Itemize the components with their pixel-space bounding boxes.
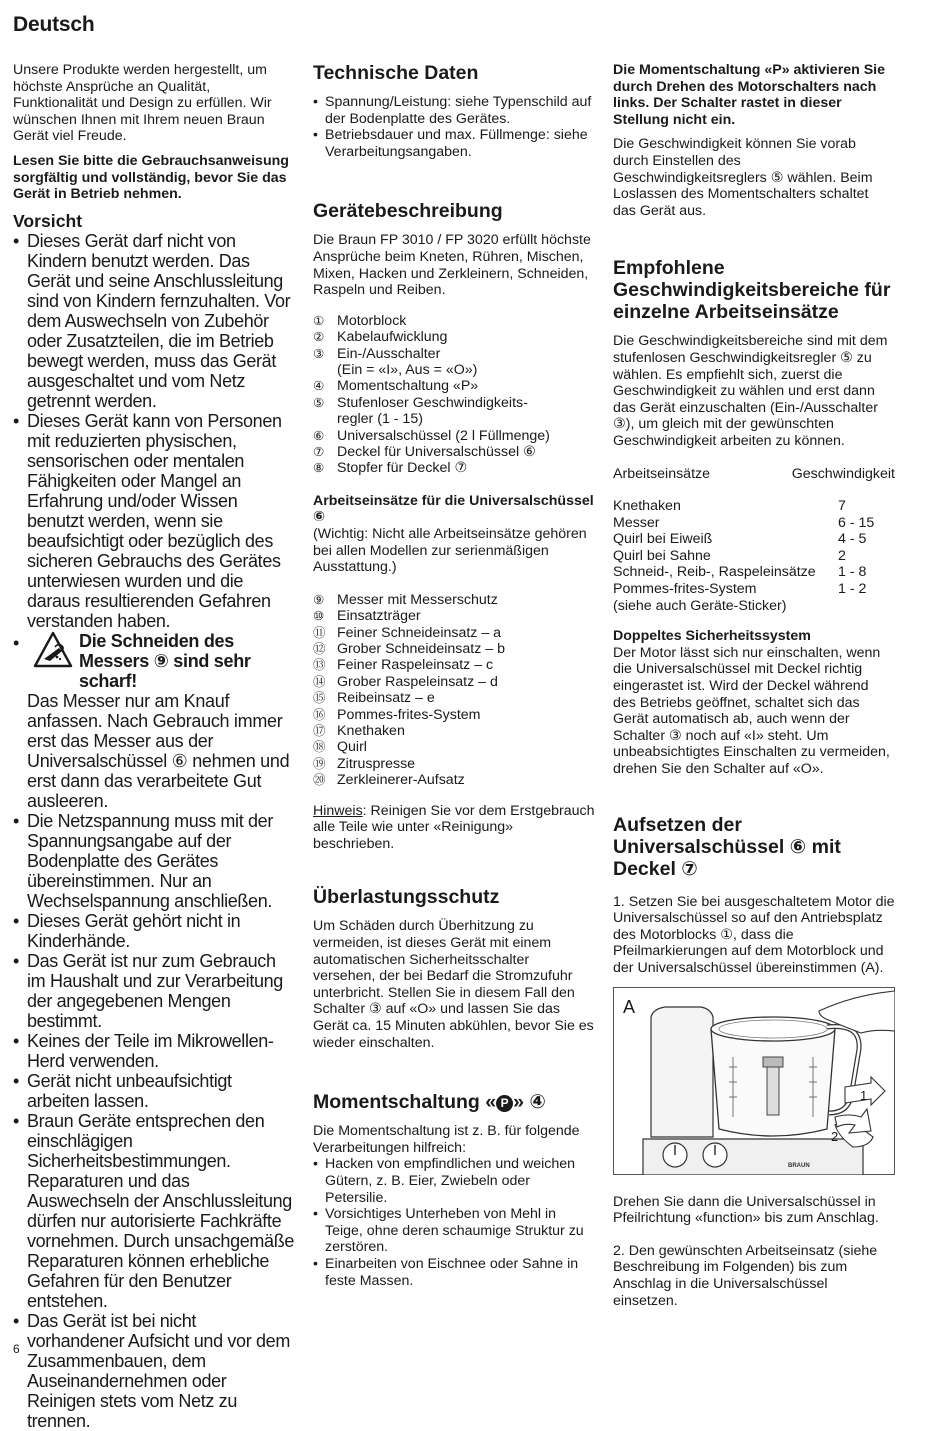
list-item: • Dieses Gerät darf nicht von Kindern benutzt werden. Das Gerät und seine Anschlussleitung sind von Kindern fernzuhalten. Vor dem Auswechseln von Zubehör oder Zusatzteilen, die im Betrieb bewegt werden, muss das Gerät ausgeschaltet und vom Netz getrennt werden. bbox=[13, 231, 295, 411]
intro-bold-text: Lesen Sie bitte die Gebrauchsanweisung sorgfältig und vollständig, bevor Sie das Gerät in Betrieb nehmen. bbox=[13, 152, 289, 203]
list-item: ② Kabelaufwicklung bbox=[313, 329, 448, 346]
speed-table bbox=[613, 466, 895, 615]
table-row: Messer 6 - 15 bbox=[613, 514, 875, 531]
list-item: • Dieses Gerät kann von Personen mit reduzierten physischen, sensorischen oder mentalen Fähigkeiten oder Mangel an Erfahrung und/oder Wissen benutzt werden, wenn sie beaufsichtigt oder bezüglich des sicheren Gebrauchs des Gerätes unterwiesen wurden und die daraus resultierenden Gefahren verstanden haben. bbox=[13, 411, 295, 631]
caution-list-b bbox=[13, 811, 295, 1431]
list-item: ⑭ Grober Raspeleinsatz – d bbox=[313, 673, 498, 690]
column-header-speed: Geschwindigkeit bbox=[791, 465, 895, 482]
food-processor-illustration bbox=[613, 987, 895, 1175]
list-item: ⑦ Deckel für Universalschüssel ⑥ bbox=[313, 444, 536, 460]
list-item: ⑮ Reibeinsatz – e bbox=[313, 690, 435, 707]
list-item: ⑬ Feiner Raspeleinsatz – c bbox=[313, 657, 494, 674]
page-number: 6 bbox=[13, 1342, 20, 1356]
mount-step-1: 1. Setzen Sie bei ausgeschaltetem Motor die Universalschüssel so auf den Antriebsplatz des Motorblocks ①, dass die Pfeilmarkierungen auf dem Motorblock und der Universalschüssel übereinstimmen (A). bbox=[613, 893, 895, 976]
table-note: (siehe auch Geräte-Sticker) bbox=[613, 597, 787, 614]
arrow-2-label: 2 bbox=[831, 1128, 839, 1144]
knife-warning-heading: Die Schneiden des Messers ⑨ sind sehr scharf! bbox=[79, 630, 251, 691]
tech-heading: Technische Daten bbox=[313, 62, 479, 84]
list-item: • Keines der Teile im Mikrowellen-Herd verwenden. bbox=[13, 1031, 295, 1071]
caution-list-a bbox=[13, 231, 295, 631]
list-item: regler (1 - 15) bbox=[337, 411, 423, 428]
brand-logo: BRAUN bbox=[788, 1162, 810, 1169]
knife-warning bbox=[13, 631, 295, 811]
moment-activate-text: Die Momentschaltung «P» aktivieren Sie durch Drehen des Motorschalters nach links. Der Schalter rastet in dieser Stellung nicht ein. bbox=[613, 62, 886, 128]
column-safety bbox=[13, 62, 295, 1431]
speed-table-header bbox=[613, 466, 895, 483]
overload-heading: Überlastungsschutz bbox=[313, 886, 500, 909]
list-item: • Das Gerät ist nur zum Gebrauch im Haushalt und zur Verarbeitung der angegebenen Mengen bestimmt. bbox=[13, 951, 295, 1031]
list-item: ⑥ Universalschüssel (2 l Füllmenge) bbox=[313, 427, 550, 444]
list-item: ⑲ Zitruspresse bbox=[313, 755, 416, 772]
column-header-attachment: Arbeitseinsätze bbox=[613, 465, 710, 482]
parts-list bbox=[313, 313, 595, 477]
list-item: ⑧ Stopfer für Deckel ⑦ bbox=[313, 460, 468, 477]
list-item: ⑳ Zerkleinerer-Aufsatz bbox=[313, 772, 465, 789]
list-item: ③ Ein-/Ausschalter bbox=[313, 345, 441, 362]
list-item: ① Motorblock bbox=[313, 312, 407, 329]
list-item: • Einarbeiten von Eischnee oder Sahne in feste Massen. bbox=[313, 1256, 595, 1289]
hint-text: Hinweis: Reinigen Sie vor dem Erstgebrauch alle Teile wie unter «Reinigung» beschrieben. bbox=[313, 802, 595, 852]
caution-heading: Vorsicht bbox=[13, 210, 83, 231]
sharp-blade-warning-icon bbox=[33, 631, 73, 669]
moment-list bbox=[313, 1156, 595, 1289]
tech-list bbox=[313, 94, 595, 160]
table-row: Quirl bei Sahne 2 bbox=[613, 547, 846, 564]
intro-text: Unsere Produkte werden hergestellt, um höchste Ansprüche an Qualität, Funktionalität und Design zu erfüllen. Wir wünschen Ihnen mit Ihrem neuen Braun Gerät viel Freude. bbox=[13, 62, 272, 145]
table-row: Knethaken 7 bbox=[613, 498, 846, 515]
list-item: ⑫ Grober Schneideinsatz – b bbox=[313, 641, 505, 657]
page-title: Deutsch bbox=[13, 13, 95, 36]
arrow-1-label: 1 bbox=[860, 1087, 868, 1103]
table-row: Pommes-frites-System 1 - 2 bbox=[613, 581, 867, 598]
hint-label: Hinweis bbox=[313, 802, 363, 819]
table-row: Quirl bei Eiweiß 4 - 5 bbox=[613, 531, 867, 548]
list-item: ⑰ Knethaken bbox=[313, 723, 405, 740]
mount-turn-text: Drehen Sie dann die Universalschüssel in Pfeilrichtung «function» bis zum Anschlag. bbox=[613, 1193, 879, 1227]
p-circle-icon: P bbox=[496, 1095, 513, 1112]
moment-text: Die Momentschaltung ist z. B. für folgende Verarbeitungen hilfreich: bbox=[313, 1123, 580, 1156]
list-item: • Dieses Gerät gehört nicht in Kinderhände. bbox=[13, 911, 295, 951]
list-item: ⑨ Messer mit Messerschutz bbox=[313, 591, 498, 608]
list-item: ⑪ Feiner Schneideinsatz – a bbox=[313, 624, 502, 641]
mount-heading: Aufsetzen der Universalschüssel ⑥ mit Deckel ⑦ bbox=[613, 813, 841, 880]
speed-preset-text: Die Geschwindigkeit können Sie vorab durch Einstellen des Geschwindigkeitsreglers ⑤ wählen. Beim Loslassen des Momentschalters schaltet das Gerät aus. bbox=[613, 136, 873, 219]
list-item: (Ein = «I», Aus = «O») bbox=[337, 361, 478, 378]
speed-text: Die Geschwindigkeitsbereiche sind mit dem stufenlosen Geschwindigkeitsregler ⑤ zu wählen. Es empfiehlt sich, zuerst die Geschwindigkeit zu wählen und erst dann das Gerät einzuschalten (Ein-/Ausschalter ③), um gleich mit der gewünschten Geschwindigkeit arbeiten zu können. bbox=[613, 333, 888, 449]
bullet-glyph: • bbox=[13, 632, 20, 653]
mount-step-2: 2. Den gewünschten Arbeitseinsatz (siehe Beschreibung im Folgenden) bis zum Anschlag in die Universalschüssel einsetzen. bbox=[613, 1242, 878, 1309]
list-item: • Vorsichtiges Unterheben von Mehl in Teige, ohne deren schaumige Struktur zu zerstören. bbox=[313, 1206, 595, 1256]
description-heading: Gerätebeschreibung bbox=[313, 200, 503, 223]
safety-heading: Doppeltes Sicherheitssystem bbox=[613, 628, 811, 645]
moment-heading: Momentschaltung « P » ④ bbox=[313, 1091, 546, 1114]
list-item: • Hacken von empfindlichen und weichen Gütern, z. B. Eier, Zwiebeln oder Petersilie. bbox=[313, 1156, 595, 1206]
list-item: • Die Netzspannung muss mit der Spannungsangabe auf der Bodenplatte des Gerätes übereinstimmen. Nur an Wechselspannung anschließen. bbox=[13, 811, 295, 911]
description-text: Die Braun FP 3010 / FP 3020 erfüllt höchste Ansprüche beim Kneten, Rühren, Mischen, Mixen, Hacken und Zerkleinern, Schneiden, Raspeln und Reiben. bbox=[313, 232, 591, 299]
safety-text: Der Motor lässt sich nur einschalten, wenn die Universalschüssel mit Deckel richtig eingerastet ist. Wird der Deckel während des Betriebs geöffnet, schaltet sich das Gerät automatisch ab, auch wenn der Schalter ③ noch auf «I» steht. Um unbeabsichtigtes Einschalten zu vermeiden, drehen Sie den Schalter auf «O». bbox=[613, 644, 890, 777]
overload-text: Um Schäden durch Überhitzung zu vermeiden, ist dieses Gerät mit einem automatischen Sicherheitsschalter versehen, der bei Bedarf die Stromzufuhr unterbricht. Stellen Sie in diesem Fall den Schalter ③ auf «O» und lassen Sie das Gerät ca. 15 Minuten abkühlen, bevor Sie es wieder einschalten. bbox=[313, 918, 594, 1051]
list-item: • Braun Geräte entsprechen den einschlägigen Sicherheitsbestimmungen. Reparaturen und das Auswechseln der Anschlussleitung dürfen nur autorisierte Fachkräfte vornehmen. Durch unsachgemäße Reparaturen können erhebliche Gefahren für den Benutzer entstehen. bbox=[13, 1111, 295, 1311]
figure-label: A bbox=[623, 996, 636, 1017]
table-row: Schneid-, Reib-, Raspeleinsätze 1 - 8 bbox=[613, 564, 867, 581]
knife-warning-text: Das Messer nur am Knauf anfassen. Nach Gebrauch immer erst das Messer aus der Universalschüssel ⑥ nehmen und erst dann das verarbeitete Gut ausleeren. bbox=[27, 690, 290, 811]
list-item: • Das Gerät ist bei nicht vorhandener Aufsicht und vor dem Zusammenbauen, dem Auseinandernehmen oder Reinigen stets vom Netz zu trennen. bbox=[13, 1311, 295, 1431]
list-item: ⑯ Pommes-frites-System bbox=[313, 706, 481, 723]
list-item: ⑱ Quirl bbox=[313, 739, 367, 756]
attachments-note: (Wichtig: Nicht alle Arbeitseinsätze gehören bei allen Modellen zur serienmäßigen Ausstattung.) bbox=[313, 526, 587, 576]
attachments-list bbox=[313, 592, 595, 789]
list-item: • Betriebsdauer und max. Füllmenge: siehe Verarbeitungsangaben. bbox=[313, 127, 595, 160]
attachments-heading: Arbeitseinsätze für die Universalschüssel ⑥ bbox=[313, 492, 594, 526]
list-item: ⑤ Stufenloser Geschwindigkeits- bbox=[313, 394, 528, 411]
list-item: ⑩ Einsatzträger bbox=[313, 608, 421, 625]
list-item: • Spannung/Leistung: siehe Typenschild auf der Bodenplatte des Gerätes. bbox=[313, 94, 595, 127]
list-item: • Gerät nicht unbeaufsichtigt arbeiten lassen. bbox=[13, 1071, 295, 1111]
speed-heading: Empfohlene Geschwindigkeitsbereiche für einzelne Arbeitseinsätze bbox=[613, 257, 891, 324]
column-description bbox=[313, 62, 595, 1295]
list-item: ④ Momentschaltung «P» bbox=[313, 378, 479, 395]
column-usage bbox=[613, 62, 895, 1317]
